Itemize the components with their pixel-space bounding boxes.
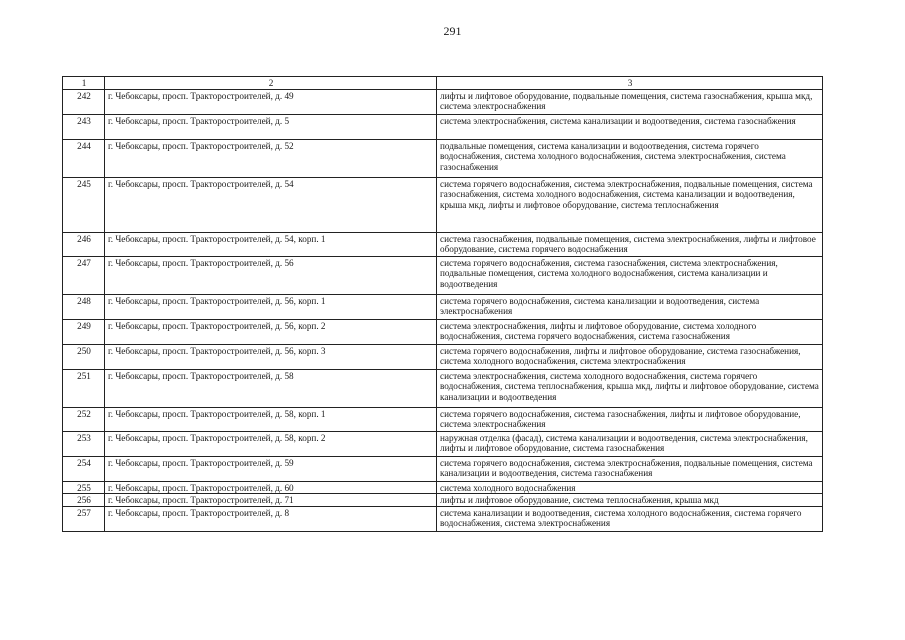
address-cell: г. Чебоксары, просп. Тракторостроителей, д. 71 <box>105 494 437 507</box>
row-number-cell: 252 <box>63 407 105 431</box>
systems-cell: система электроснабжения, система канализации и водоотведения, система газоснабжения <box>437 114 823 139</box>
row-number-cell: 249 <box>63 319 105 344</box>
table-header-row <box>63 77 823 90</box>
row-number-cell: 242 <box>63 89 105 114</box>
row-number-cell: 251 <box>63 369 105 407</box>
systems-cell: система холодного водоснабжения <box>437 481 823 494</box>
column-header-3: 3 <box>437 77 823 90</box>
table-row <box>63 481 823 494</box>
table-row <box>63 139 823 177</box>
address-cell: г. Чебоксары, просп. Тракторостроителей, д. 56, корп. 1 <box>105 294 437 319</box>
systems-cell: лифты и лифтовое оборудование, система теплоснабжения, крыша мкд <box>437 494 823 507</box>
row-number-cell: 247 <box>63 256 105 294</box>
systems-cell: система канализации и водоотведения, система холодного водоснабжения, система горячего водоснабжения, система электроснабжения <box>437 506 823 531</box>
table-row <box>63 506 823 531</box>
systems-cell: система горячего водоснабжения, система газоснабжения, система электроснабжения, подвальные помещения, система холодного водоснабжения, система канализации и водоотведения <box>437 256 823 294</box>
page-number: 291 <box>443 24 462 38</box>
table-row <box>63 431 823 456</box>
address-cell: г. Чебоксары, просп. Тракторостроителей, д. 56 <box>105 256 437 294</box>
table-row <box>63 319 823 344</box>
address-cell: г. Чебоксары, просп. Тракторостроителей, д. 60 <box>105 481 437 494</box>
systems-cell: система газоснабжения, подвальные помещения, система электроснабжения, лифты и лифтовое оборудование, система горячего водоснабжения <box>437 232 823 256</box>
column-header-2: 2 <box>105 77 437 90</box>
table-row <box>63 369 823 407</box>
table-row <box>63 294 823 319</box>
address-cell: г. Чебоксары, просп. Тракторостроителей, д. 56, корп. 3 <box>105 344 437 369</box>
table-row <box>63 407 823 431</box>
row-number-cell: 245 <box>63 177 105 232</box>
table-row <box>63 114 823 139</box>
address-cell: г. Чебоксары, просп. Тракторостроителей, д. 54 <box>105 177 437 232</box>
systems-cell: наружная отделка (фасад), система канализации и водоотведения, система электроснабжения, лифты и лифтовое оборудование, система газоснабжения <box>437 431 823 456</box>
row-number-cell: 246 <box>63 232 105 256</box>
systems-cell: система электроснабжения, лифты и лифтовое оборудование, система холодного водоснабжения, система горячего водоснабжения, система газоснабжения <box>437 319 823 344</box>
row-number-cell: 248 <box>63 294 105 319</box>
buildings-table <box>62 76 823 532</box>
address-cell: г. Чебоксары, просп. Тракторостроителей, д. 58 <box>105 369 437 407</box>
systems-cell: лифты и лифтовое оборудование, подвальные помещения, система газоснабжения, крыша мкд, система электроснабжения <box>437 89 823 114</box>
table-row <box>63 456 823 481</box>
systems-cell: система горячего водоснабжения, система канализации и водоотведения, система электроснабжения <box>437 294 823 319</box>
address-cell: г. Чебоксары, просп. Тракторостроителей, д. 58, корп. 1 <box>105 407 437 431</box>
address-cell: г. Чебоксары, просп. Тракторостроителей, д. 56, корп. 2 <box>105 319 437 344</box>
row-number-cell: 250 <box>63 344 105 369</box>
table-row <box>63 344 823 369</box>
row-number-cell: 243 <box>63 114 105 139</box>
table-row <box>63 256 823 294</box>
row-number-cell: 253 <box>63 431 105 456</box>
address-cell: г. Чебоксары, просп. Тракторостроителей, д. 49 <box>105 89 437 114</box>
table-row <box>63 232 823 256</box>
systems-cell: подвальные помещения, система канализации и водоотведения, система горячего водоснабжения, система холодного водоснабжения, система электроснабжения, система газоснабжения <box>437 139 823 177</box>
address-cell: г. Чебоксары, просп. Тракторостроителей, д. 54, корп. 1 <box>105 232 437 256</box>
address-cell: г. Чебоксары, просп. Тракторостроителей, д. 59 <box>105 456 437 481</box>
systems-cell: система горячего водоснабжения, система электроснабжения, подвальные помещения, система газоснабжения, система холодного водоснабжения, система канализации и водоотведения, крыша мкд, лифты и лифтовое оборудование, система теплоснабжения <box>437 177 823 232</box>
table-row <box>63 494 823 507</box>
row-number-cell: 255 <box>63 481 105 494</box>
address-cell: г. Чебоксары, просп. Тракторостроителей, д. 8 <box>105 506 437 531</box>
systems-cell: система горячего водоснабжения, система электроснабжения, подвальные помещения, система канализации и водоотведения, система газоснабжения <box>437 456 823 481</box>
row-number-cell: 254 <box>63 456 105 481</box>
column-header-1: 1 <box>63 77 105 90</box>
row-number-cell: 257 <box>63 506 105 531</box>
systems-cell: система горячего водоснабжения, система газоснабжения, лифты и лифтовое оборудование, система электроснабжения <box>437 407 823 431</box>
address-cell: г. Чебоксары, просп. Тракторостроителей, д. 58, корп. 2 <box>105 431 437 456</box>
table-body <box>63 77 823 532</box>
systems-cell: система электроснабжения, система холодного водоснабжения, система горячего водоснабжения, система теплоснабжения, крыша мкд, лифты и лифтовое оборудование, система канализации и водоотведения <box>437 369 823 407</box>
row-number-cell: 244 <box>63 139 105 177</box>
row-number-cell: 256 <box>63 494 105 507</box>
table-row <box>63 177 823 232</box>
address-cell: г. Чебоксары, просп. Тракторостроителей, д. 5 <box>105 114 437 139</box>
table-row <box>63 89 823 114</box>
systems-cell: система горячего водоснабжения, лифты и лифтовое оборудование, система газоснабжения, система холодного водоснабжения, система электроснабжения <box>437 344 823 369</box>
address-cell: г. Чебоксары, просп. Тракторостроителей, д. 52 <box>105 139 437 177</box>
